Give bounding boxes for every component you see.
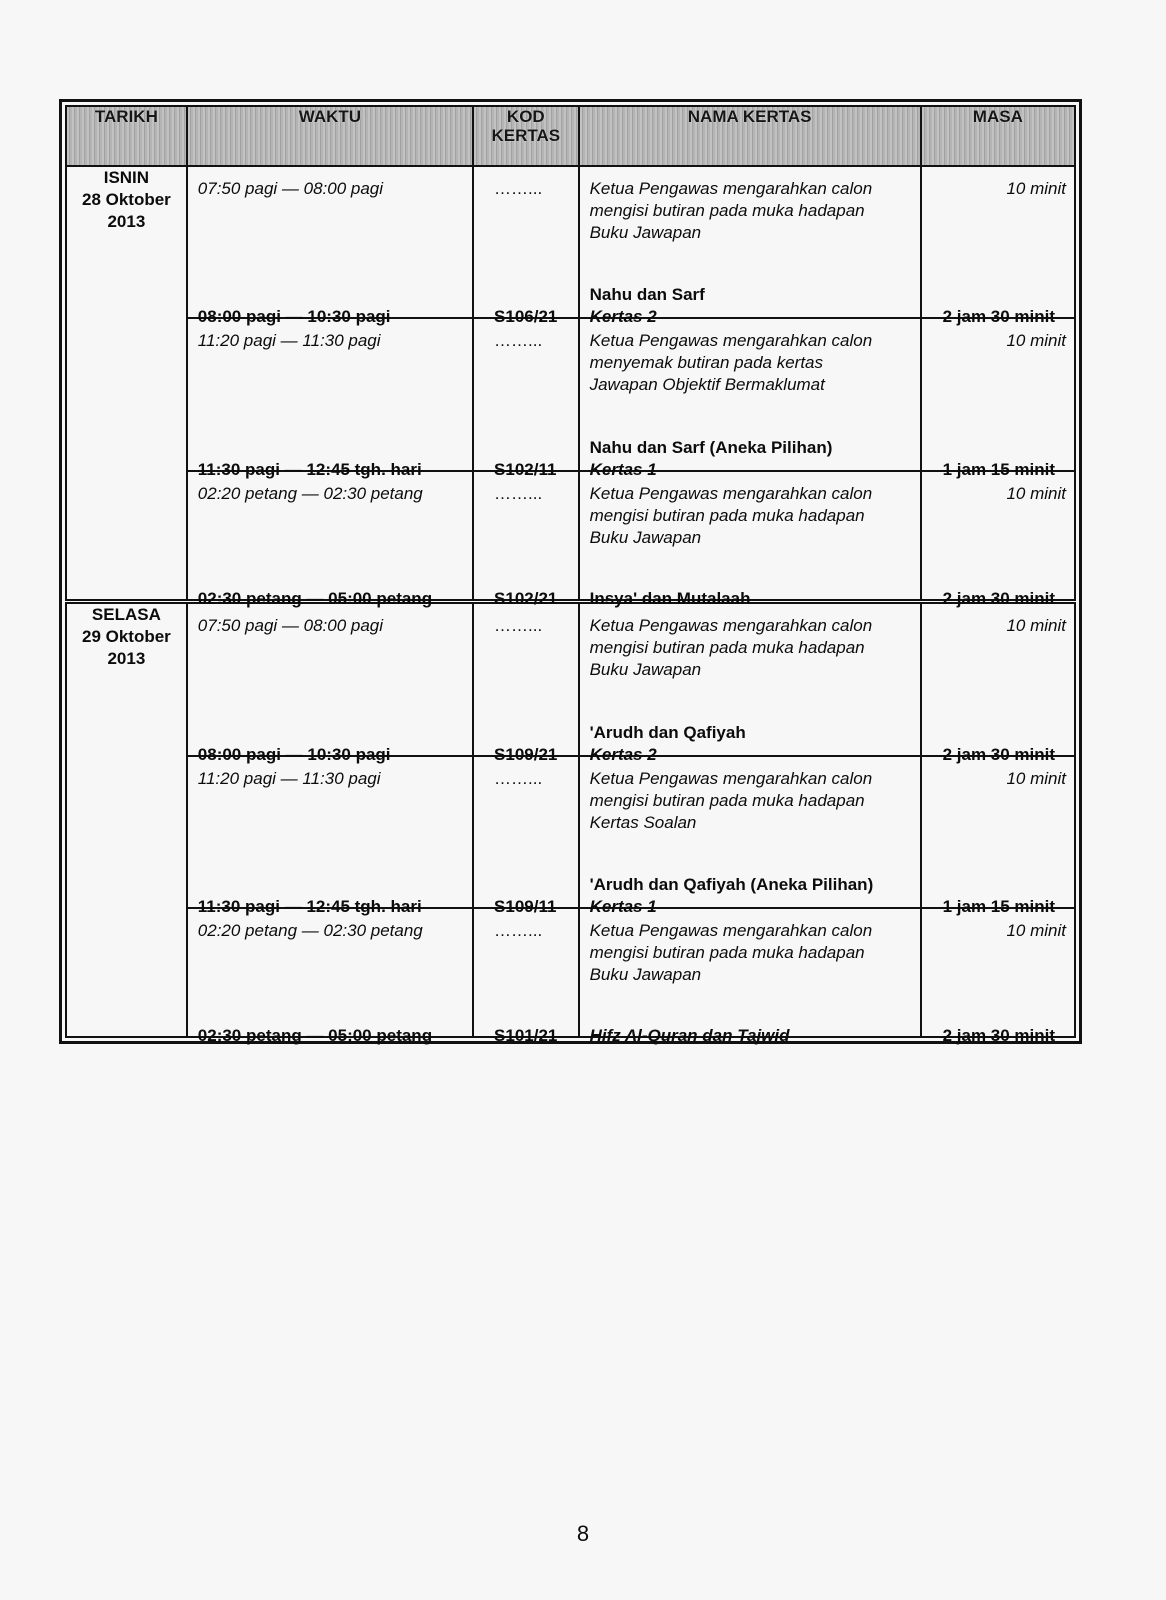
- header-masa: MASA: [921, 106, 1075, 166]
- time-cell-content: [188, 604, 472, 772]
- name-cell-content: [580, 909, 920, 1053]
- name-cell: [579, 601, 921, 764]
- instruction-text: Ketua Pengawas mengarahkan calon: [589, 615, 873, 635]
- name-cell-content: [580, 319, 920, 486]
- instruction-duration: 10 minit: [1006, 920, 1066, 940]
- time-cell-content: [188, 167, 472, 334]
- instruction-text: mengisi butiran pada muka hadapan: [589, 505, 865, 525]
- cell-spacer: [198, 505, 466, 588]
- code-cell-content: [474, 472, 578, 616]
- header-kod-kertas: KOD KERTAS: [473, 106, 579, 166]
- name-cell: [579, 166, 921, 327]
- paper-code: S109/11: [494, 896, 557, 916]
- instruction-text: menyemak butiran pada kertas: [589, 353, 823, 373]
- cell-spacer: [928, 200, 1066, 306]
- paper-number: Kertas 2: [589, 307, 657, 327]
- cell-spacer: [590, 549, 914, 588]
- date-text: 29 Oktober: [81, 626, 171, 646]
- header-row: [66, 106, 1075, 166]
- year-text: 2013: [107, 648, 146, 668]
- time-cell: [187, 756, 473, 916]
- instruction-text: Ketua Pengawas mengarahkan calon: [589, 331, 873, 351]
- instruction-code: ……...: [494, 331, 543, 351]
- table-row: [66, 601, 1075, 755]
- instruction-text: mengisi butiran pada muka hadapan: [589, 201, 865, 220]
- instruction-code: ……...: [494, 920, 543, 940]
- code-cell: [473, 318, 579, 479]
- page-number: 8: [576, 1521, 590, 1546]
- duration-cell: [921, 318, 1075, 479]
- instruction-text: mengisi butiran pada muka hadapan: [589, 637, 865, 657]
- instruction-text: Buku Jawapan: [589, 527, 702, 547]
- paper-name: Hifz Al-Quran dan Tajwid: [589, 1026, 790, 1045]
- instruction-duration: 10 minit: [1006, 768, 1066, 788]
- paper-number: Kertas 1: [589, 896, 657, 916]
- cell-spacer: [928, 637, 1066, 744]
- table-row: [66, 318, 1075, 470]
- name-cell: [579, 471, 921, 608]
- instruction-text: mengisi butiran pada muka hadapan: [589, 942, 865, 962]
- name-cell-content: [580, 167, 920, 334]
- paper-code: S102/21: [494, 588, 558, 608]
- cell-spacer: [494, 505, 572, 588]
- instruction-text: Jawapan Objektif Bermaklumat: [589, 375, 825, 395]
- exam-duration: 2 jam 30 minit: [942, 307, 1056, 327]
- day-name: SELASA: [91, 604, 161, 624]
- instruction-duration: 10 minit: [1006, 615, 1066, 635]
- time-cell-content: [188, 909, 472, 1053]
- paper-name: Nahu dan Sarf (Aneka Pilihan): [589, 437, 833, 457]
- duration-cell: [921, 601, 1075, 764]
- instruction-time: 07:50 pagi — 08:00 pagi: [197, 179, 384, 198]
- paper-name: Insya' dan Mutalaah: [589, 588, 751, 608]
- paper-name: Nahu dan Sarf: [589, 285, 705, 305]
- instruction-text: Ketua Pengawas mengarahkan calon: [589, 768, 873, 788]
- paper-number: Kertas 2: [589, 744, 657, 764]
- time-cell: [187, 908, 473, 1045]
- header-waktu: WAKTU: [187, 106, 473, 166]
- instruction-text: Buku Jawapan: [589, 223, 702, 242]
- exam-time: 02:30 petang — 05:00 petang: [197, 588, 433, 608]
- instruction-time: 02:20 petang — 02:30 petang: [197, 483, 423, 503]
- year-text: 2013: [107, 212, 146, 231]
- cell-spacer: [590, 396, 914, 436]
- table-row: [66, 756, 1075, 908]
- exam-time: 02:30 petang — 05:00 petang: [197, 1026, 433, 1045]
- name-cell: [579, 908, 921, 1045]
- name-cell: [579, 756, 921, 916]
- exam-schedule-table: [65, 105, 1076, 1045]
- duration-cell-content: [922, 604, 1074, 772]
- schedule-frame: [59, 99, 1082, 1044]
- instruction-text: Ketua Pengawas mengarahkan calon: [589, 179, 873, 198]
- duration-cell: [921, 166, 1075, 327]
- paper-code: S102/11: [494, 459, 557, 479]
- table-row: [66, 471, 1075, 602]
- instruction-code: ……...: [494, 768, 543, 788]
- table-row: [66, 908, 1075, 1037]
- instruction-duration: 10 minit: [1006, 331, 1066, 351]
- paper-code: S106/21: [494, 307, 558, 327]
- time-cell-content: [188, 472, 472, 616]
- code-cell: [473, 756, 579, 916]
- code-cell: [473, 166, 579, 327]
- table-row: [66, 166, 1075, 318]
- name-cell: [579, 318, 921, 479]
- cell-spacer: [928, 790, 1066, 896]
- code-cell-content: [474, 757, 578, 924]
- instruction-text: Ketua Pengawas mengarahkan calon: [589, 920, 873, 940]
- paper-name: 'Arudh dan Qafiyah (Aneka Pilihan): [589, 874, 874, 894]
- cell-spacer: [198, 790, 466, 896]
- name-cell-content: [580, 472, 920, 616]
- paper-name: 'Arudh dan Qafiyah: [589, 722, 746, 742]
- code-cell: [473, 471, 579, 608]
- time-cell: [187, 601, 473, 764]
- cell-spacer: [494, 637, 572, 744]
- cell-spacer: [494, 352, 572, 458]
- paper-code: S101/21: [494, 1026, 558, 1045]
- date-cell: [66, 601, 187, 1037]
- duration-cell-content: [922, 472, 1074, 616]
- time-cell: [187, 166, 473, 327]
- paper-code: S109/21: [494, 744, 558, 764]
- instruction-code: ……...: [494, 179, 543, 198]
- code-cell-content: [474, 319, 578, 486]
- cell-spacer: [590, 986, 914, 1025]
- duration-cell-content: [922, 167, 1074, 334]
- code-cell: [473, 601, 579, 764]
- cell-spacer: [494, 942, 572, 1025]
- code-cell-content: [474, 604, 578, 772]
- cell-spacer: [198, 637, 466, 744]
- date-cell: [66, 166, 187, 601]
- duration-cell: [921, 756, 1075, 916]
- instruction-duration: 10 minit: [1006, 483, 1066, 503]
- exam-duration: 2 jam 30 minit: [942, 1026, 1056, 1045]
- schedule-body: [66, 166, 1075, 1045]
- name-cell-content: [580, 757, 920, 924]
- duration-cell-content: [922, 909, 1074, 1053]
- cell-spacer: [494, 200, 572, 306]
- instruction-time: 11:20 pagi — 11:30 pagi: [197, 331, 381, 351]
- exam-duration: 1 jam 15 minit: [942, 459, 1056, 479]
- instruction-time: 02:20 petang — 02:30 petang: [197, 920, 423, 940]
- exam-duration: 1 jam 15 minit: [942, 896, 1056, 916]
- time-cell-content: [188, 757, 472, 924]
- header-tarikh: TARIKH: [66, 106, 187, 166]
- cell-spacer: [198, 200, 466, 306]
- duration-cell: [921, 471, 1075, 608]
- instruction-text: Buku Jawapan: [589, 659, 702, 679]
- instruction-time: 11:20 pagi — 11:30 pagi: [197, 768, 381, 788]
- exam-duration: 2 jam 30 minit: [942, 588, 1056, 608]
- instruction-text: Kertas Soalan: [589, 812, 697, 832]
- cell-spacer: [590, 681, 914, 722]
- duration-cell-content: [922, 319, 1074, 486]
- exam-time: 08:00 pagi — 10:30 pagi: [197, 744, 391, 764]
- instruction-time: 07:50 pagi — 08:00 pagi: [197, 615, 384, 635]
- exam-time: 08:00 pagi — 10:30 pagi: [197, 307, 391, 327]
- code-cell: [473, 908, 579, 1045]
- cell-spacer: [198, 352, 466, 458]
- header-nama-kertas: NAMA KERTAS: [579, 106, 921, 166]
- name-cell-content: [580, 604, 920, 772]
- duration-cell: [921, 908, 1075, 1045]
- instruction-text: Ketua Pengawas mengarahkan calon: [589, 483, 873, 503]
- paper-number: Kertas 1: [589, 459, 657, 479]
- cell-spacer: [928, 352, 1066, 458]
- code-cell-content: [474, 909, 578, 1053]
- instruction-duration: 10 minit: [1006, 179, 1066, 198]
- duration-cell-content: [922, 757, 1074, 924]
- instruction-code: ……...: [494, 615, 543, 635]
- date-text: 28 Oktober: [81, 190, 171, 209]
- cell-spacer: [590, 834, 914, 874]
- code-cell-content: [474, 167, 578, 334]
- day-name: ISNIN: [103, 168, 150, 187]
- cell-spacer: [928, 505, 1066, 588]
- cell-spacer: [198, 942, 466, 1025]
- cell-spacer: [590, 244, 914, 284]
- instruction-text: mengisi butiran pada muka hadapan: [589, 790, 865, 810]
- exam-time: 11:30 pagi — 12:45 tgh. hari: [197, 459, 422, 479]
- time-cell: [187, 471, 473, 608]
- instruction-text: Buku Jawapan: [589, 964, 702, 984]
- cell-spacer: [928, 942, 1066, 1025]
- exam-time: 11:30 pagi — 12:45 tgh. hari: [197, 896, 422, 916]
- cell-spacer: [494, 790, 572, 896]
- instruction-code: ……...: [494, 483, 543, 503]
- time-cell: [187, 318, 473, 479]
- exam-duration: 2 jam 30 minit: [942, 744, 1056, 764]
- time-cell-content: [188, 319, 472, 486]
